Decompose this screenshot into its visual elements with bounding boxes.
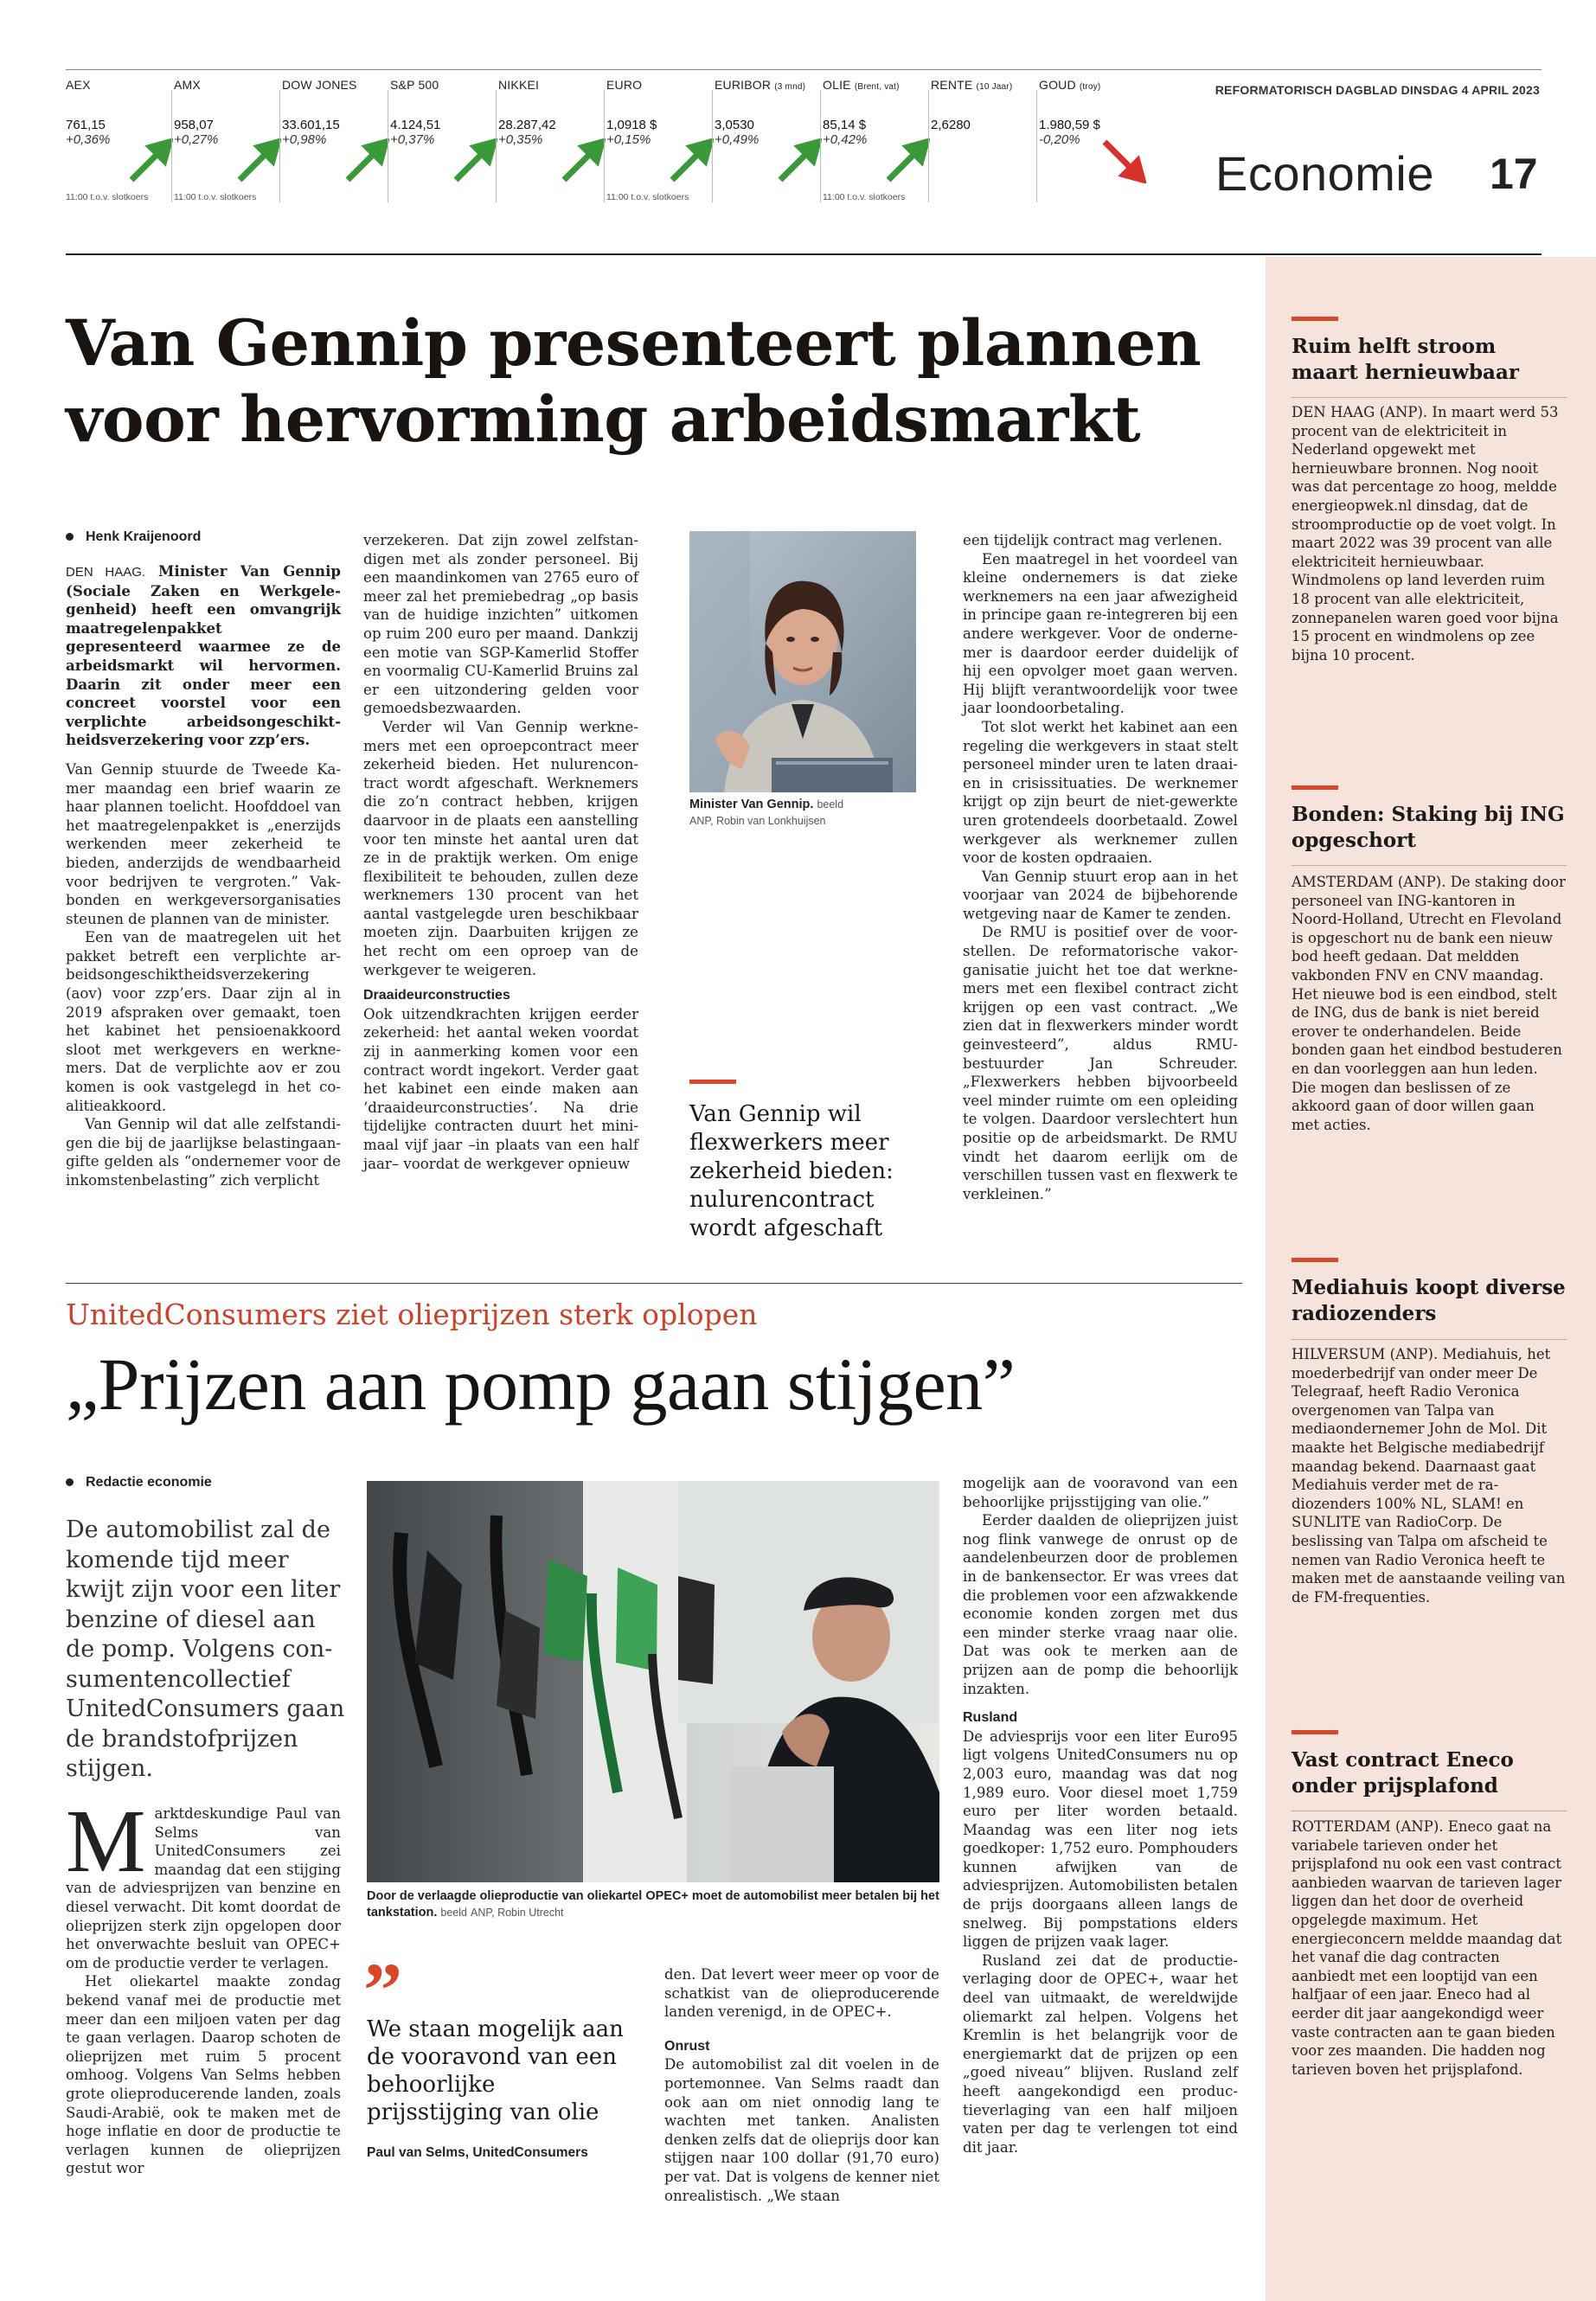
arrow-up-icon: [344, 138, 389, 183]
caption-text: Minister Van Gennip.: [689, 798, 814, 811]
brief-4-text: ROTTERDAM (ANP). Eneco gaat na variabele tarieven onder het prijsplafond nu ook een vast contract aanbieden waarvan de tarieven lager liggen dan het door de overheid opgelegde maximum. Het energieconcern meldde maandag dat het vanaf die dag contracten aanbiedt met een looptijd van een halfjaar of een jaar. Eneco had al eerder dit jaar aangekondigd weer vaste contracten aan te gaan bieden voor zes maanden. Die hadden nog tarieven boven het prijsplafond.: [1292, 1818, 1562, 2078]
caption-credit: ANP, Robin van Lonkhuijsen: [689, 815, 826, 827]
ticker-item: [174, 78, 279, 208]
ticker-separator: [496, 90, 497, 202]
article2-intro: De automobilist zal de komende tijd meer kwijt zijn voor een liter benzine of diesel aan de pomp. Volgens consumentencollectief UnitedConsumers gaan de brandstofprijzen stijgen.: [66, 1516, 345, 1782]
paragraph: Tot slot werkt het kabinet aan een regeling die werkgevers in staat stelt personeel minder uren te laten draaien in crisissituaties. De werknemer krijgt op zijn beurt de niet-gewerkte uren grotendeels doorbetaald. Zowel werkgever als werknemer zullen voor de kosten opdraaien.: [963, 718, 1238, 867]
arrow-down-icon: [1101, 138, 1146, 183]
ticker-change: -0,20%: [1039, 132, 1080, 147]
article1-col2: [363, 531, 638, 1173]
ticker-separator: [1036, 90, 1037, 202]
ticker-value: 33.601,15: [282, 118, 340, 132]
masthead-dateline: REFORMATORISCH DAGBLAD DINSDAG 4 APRIL 2023: [1215, 83, 1540, 97]
brief-1-title: Ruim helft stroom maart hernieuwbaar: [1292, 335, 1519, 384]
paragraph: arktdeskundige Paul van Selms van UnitedConsumers zei maandag dat een stijging van de adviesprijzen van benzine en diesel verwacht. Dit komt doordat de olieprijzen sterk zijn opgelopen door het onverwachte besluit van OPEC+ om de productie verder te verlagen.: [66, 1805, 341, 1971]
paragraph: Van Gennip stuurde de Tweede Kamer maandag een brief waarin ze haar plannen toelicht. Hoofddoel van het maatregelenpakket is „enerzijds werkenden meer zekerheid te bieden, anderzijds de wendbaarheid voor bedrijven te vergroten.” Vakbonden en werkgeversorganisaties steunen de plannen van de minister.: [66, 760, 341, 927]
ticker-change: +0,36%: [66, 132, 111, 147]
paragraph: Een van de maatregelen uit het pakket betreft een verplichte arbeidsongeschiktheidsverzekering (aov) voor zzp’ers. Daar zijn al in 2019 afspraken over gemaakt, toen het kabinet het pensioenakkoord sloot met werkgevers en werknemers. Dat de verplichte aov er zou komen is ook vastgelegd in het coalitieakkoord.: [66, 929, 341, 1114]
ticker-name: AEX: [66, 78, 91, 92]
portrait-illustration: [689, 531, 916, 792]
ticker-change: +0,37%: [390, 132, 435, 147]
paragraph: een tijdelijk contract mag verlenen.: [963, 532, 1223, 548]
brief-divider: [1292, 865, 1567, 866]
ticker-change: +0,35%: [498, 132, 543, 147]
ticker-change: +0,49%: [715, 132, 760, 147]
ticker-change: +0,27%: [174, 132, 219, 147]
brief-2-title: Bonden: Staking bij ING opgeschort: [1292, 803, 1565, 852]
arrow-up-icon: [777, 138, 822, 183]
brief-3-title: Mediahuis koopt diverse radiozenders: [1292, 1276, 1566, 1325]
ticker-name: RENTE (10 Jaar): [931, 78, 1013, 92]
ticker-value: 4.124,51: [390, 118, 441, 132]
ticker-item: [498, 78, 604, 208]
ticker-name: S&P 500: [390, 78, 439, 92]
ticker-item: [66, 78, 171, 208]
paragraph: verzekeren. Dat zijn zowel zelfstandigen met als zonder personeel. Bij een maandinkomen van 2765 euro of meer zal het premiebedrag „op basis van de huidige inzichten” uitkomen op ruim 200 euro per maand. Dankzij een motie van SGP-Kamerlid Stoffer en voormalig CU-Kamerlid Bruins zal er een uitzondering gelden voor gemoedsbezwaarden.: [363, 532, 638, 717]
ticker-value: 1.980,59 $: [1039, 118, 1100, 132]
ticker-note: 11:00 t.o.v. slotkoers: [66, 192, 149, 202]
ticker-name: EURIBOR (3 mnd): [715, 78, 806, 92]
subheading: Draaideurconstructies: [363, 988, 510, 1003]
ticker-item: [390, 78, 496, 208]
ticker-value: 2,6280: [931, 118, 971, 132]
paragraph: mogelijk aan de vooravond van een behoorlijke prijsstijging van olie.”: [963, 1475, 1238, 1510]
fuel-station-illustration: [367, 1481, 939, 1882]
article1-byline: Henk Kraijenoord: [66, 529, 201, 545]
article-divider: [66, 1283, 1242, 1284]
article1-headline: [66, 305, 1201, 458]
article2-photo-caption: [367, 1888, 939, 1921]
ticker-name: OLIE (Brent, vat): [823, 78, 900, 92]
ticker-item: [931, 78, 1036, 208]
paragraph: Een maatregel in het voordeel van kleine ondernemers is dat zieke werknemers na een jaar afwezigheid in principe gaan re-integreren bij een andere werkgever. Voor de ondernemer is daardoor eerder duidelijk of hij een opvolger moet gaan werven. Hij blijft verantwoordelijk voor twee jaar loondoorbetaling.: [963, 550, 1238, 717]
ticker-note: 11:00 t.o.v. slotkoers: [606, 192, 689, 202]
ticker-separator: [820, 90, 821, 202]
paragraph: Eerder daalden de olieprijzen juist nog flink vanwege de onrust op de aandelenbeurzen door de problemen in de bankensector. Er was vrees dat die problemen voor een afzwakkende economie konden zorgen met dus een minder sterke vraag naar olie. Dat was ook te merken aan de prijzen aan de pomp die behoorlijk inzakten.: [963, 1512, 1238, 1697]
photo-minister-van-gennip: [689, 531, 916, 792]
arrow-up-icon: [885, 138, 930, 183]
article2-headline: „Prijzen aan pomp gaan stijgen”: [66, 1343, 1016, 1426]
paragraph: Verder wil Van Gennip werknemers met een oproepcontract meer zekerheid bieden. Het nulurencontract wordt afgeschaft. Werknemers die zo’n contract hebben, krijgen daarvoor in de plaats een aanstelling voor ten minste het aantal uren dat ze in de praktijk werken. Om enige flexibiliteit te behouden, zullen deze werknemers 130 procent van het aantal vastgelegde uren beschikbaar moeten zijn. Daarbuiten krijgen ze het recht om een oproep van de werkgever te weigeren.: [363, 718, 638, 978]
ticker-item: [606, 78, 712, 208]
subheading: Onrust: [664, 2038, 710, 2054]
brief-accent-bar: [1292, 317, 1338, 321]
ticker-separator: [171, 90, 172, 202]
article1-col1: [66, 562, 341, 1190]
brief-accent-bar: [1292, 1730, 1338, 1734]
top-rule: [66, 69, 1542, 70]
article2-pull-quote: We staan mogelijk aan de vooravond van een behoorlijke prijsstijging van olie: [367, 2016, 624, 2125]
ticker-item: [715, 78, 820, 208]
ticker-note: 11:00 t.o.v. slotkoers: [174, 192, 257, 202]
paragraph: Het oliekartel maakte zondag bekend vanaf mei de productie met meer dan een miljoen vaten per dag te gaan verlagen. Daarop schoten de olieprijzen met ruim 5 procent omhoog. Volgens Van Selms hebben grote olieproducerende landen, zoals Saudi-Arabië, ook te maken met de hoge inflatie en door de productie te verlagen kunnen de olieprijzen gestut wor: [66, 1973, 341, 2177]
pull-quote-source: Paul van Selms, UnitedConsumers: [367, 2145, 588, 2160]
paragraph: De RMU is positief over de voorstellen. De reformatorische vakorganisatie juicht het toe dat werknemers met een flexibel contract zicht krijgen op een vast contract. „We zien dat in flexwerkers minder wordt geinvesteerd”, aldus RMU-bestuurder Jan Schreuder. „Flexwerkers hebben bijvoorbeeld veel minder ruimte om een opleiding te volgen. Daardoor verslechtert hun positie op de arbeidsmarkt. De RMU vindt het daarom eerlijk om de verschillen tussen vast en flexwerk te verkleinen.”: [963, 924, 1238, 1202]
paragraph: Rusland zei dat de productieverlaging door de OPEC+, waar het deel van uitmaakt, de wereldwijde oliemarkt zal helpen. Volgens het Kremlin is het belangrijk voor de energiemarkt dat de prijzen op een „goed niveau” blijven. Rusland zelf heeft aangekondigd een productieverlaging van een half miljoen vaten per dag te verlengen tot eind dit jaar.: [963, 1952, 1238, 2156]
ticker-value: 3,0530: [715, 118, 754, 132]
caption-credit: ANP, Robin Utrecht: [471, 1907, 564, 1919]
ticker-separator: [928, 90, 929, 202]
dropcap: M: [66, 1791, 146, 1891]
headline-line-1: Van Gennip presenteert plannen: [66, 306, 1202, 381]
ticker-change: +0,15%: [606, 132, 651, 147]
ticker-separator: [279, 90, 280, 202]
article2-col4: [963, 1474, 1238, 2157]
article1-lead: Minister Van Gennip (Sociale Zaken en Werkgelegenheid) heeft een omvangrijk maatregelenpakket gepresenteerd waarmee ze de arbeidsmarkt wil hervormen. Daarin zit onder meer een concreet voorstel voor een verplichte arbeidsongeschiktheidsverzekering voor zzp’ers.: [66, 562, 341, 749]
ticker-name: GOUD (troy): [1039, 78, 1101, 92]
ticker-separator: [712, 90, 713, 202]
caption-credit-label: beeld: [440, 1907, 467, 1919]
ticker-value: 761,15: [66, 118, 106, 132]
arrow-up-icon: [236, 138, 281, 183]
paragraph: De automobilist zal dit voelen in de portemonnee. Van Selms raadt dan ook aan om niet onnodig lang te wachten met tanken. Analisten denken zelfs dat de olieprijs door kan stijgen naar 100 dollar (91,70 euro) per vat. Dat is volgens de kenner niet onrealistisch. „We staan: [664, 2056, 939, 2204]
ticker-item: [1039, 78, 1144, 208]
caption-text: Door de verlaagde olieproductie van oliekartel OPEC+ moet de automobilist meer betalen bij het tankstation.: [367, 1889, 939, 1920]
brief-3-text: HILVERSUM (ANP). Mediahuis, het moederbedrijf van onder meer De Telegraaf, heeft Radio Veronica overgenomen van Talpa van mediaondernemer John de Mol. Dit maakte het Belgische mediabedrijf maandag bekend. Daarnaast gaat Mediahuis verder met de radiozenders 100% NL, SLAM! en SUNLITE van RadioCorp. De beslissing van Talpa om afscheid te nemen van Radio Veronica heeft te maken met de aanstaande veiling van de FM-frequenties.: [1292, 1346, 1566, 1606]
headline-line-2: voor hervorming arbeidsmarkt: [66, 382, 1141, 457]
header-rule: [66, 253, 1542, 255]
paragraph: Van Gennip stuurt erop aan in het voorjaar van 2024 de bijbehorende wetgeving naar de Kamer te zenden.: [963, 868, 1238, 922]
ticker-value: 28.287,42: [498, 118, 556, 132]
article2-col3: [664, 1965, 939, 2205]
caption-credit-label: beeld: [817, 798, 844, 811]
brief-2-text: AMSTERDAM (ANP). De staking door personeel van ING-kantoren in Noord-Holland, Utrecht en Flevoland is opgeschort nu de bank een nieuw bod heeft gedaan. Dat meldden vakbonden FNV en CNV maandag. Het nieuwe bod is een eindbod, stelt de ING, dus de bank is niet bereid erover te onderhandelen. Beide bonden gaan het eindbod bestuderen en dan voorleggen aan hun leden. Die mogen dan beslissen of ze akkoord gaan of door willen gaan met acties.: [1292, 874, 1566, 1133]
brief-divider: [1292, 1339, 1567, 1340]
paragraph: Van Gennip wil dat alle zelfstandigen die bij de jaarlijkse belastingaangifte gelden als “ondernemer voor de inkomstenbelasting” zich verplicht: [66, 1116, 341, 1189]
section-title: Economie: [1215, 146, 1435, 201]
ticker-item: [282, 78, 388, 208]
article2-kicker: UnitedConsumers ziet olieprijzen sterk oplopen: [66, 1298, 758, 1331]
ticker-change: +0,42%: [823, 132, 868, 147]
ticker-item: [823, 78, 928, 208]
paragraph: Ook uitzendkrachten krijgen eerder zekerheid: het aantal weken voordat zij in aanmerking komen voor een contract wordt ingekort. Verder gaat het kabinet een einde maken aan ‘draaideurconstructies’. Na drie tijdelijke contracten duurt het minimaal vijf jaar –in plaats van een half jaar– voordat de werkgever opnieuw: [363, 1005, 638, 1172]
ticker-value: 85,14 $: [823, 118, 867, 132]
ticker-separator: [604, 90, 605, 202]
paragraph: De adviesprijs voor een liter Euro95 ligt volgens UnitedConsumers nu op 2,003 euro, maandag was dat nog 1,989 euro. Voor diesel moet 1,759 euro per liter worden betaald. Maandag was een liter nog iets goedkoper: 1,752 euro. Pomphouders kunnen afwijken van de adviesprijzen. Automobilisten betalen de prijs doorgaans alleen langs de snelweg. Bij pompstations elders liggen de prijzen vaak lager.: [963, 1727, 1238, 1951]
ticker-name: AMX: [174, 78, 201, 92]
article2-col1: [66, 1791, 341, 2178]
photo-fuel-pumps: [367, 1481, 939, 1882]
subheading: Rusland: [963, 1710, 1018, 1726]
ticker-change: +0,98%: [282, 132, 327, 147]
ticker-value: 1,0918 $: [606, 118, 657, 132]
brief-1-text: DEN HAAG (ANP). In maart werd 53 procent van de elektriciteit in Nederland opgewekt met hernieuwbare bronnen. Nog nooit was dat percentage zo hoog, meldde energieopwek.nl dinsdag, dat de stroomproductie op de voet volgt. In maart 2022 was 39 procent van alle elektriciteit hernieuwbaar. Windmolens op land leverden ruim 18 procent van alle elektriciteit, zonnepanelen waren goed voor bijna 15 procent en windmolens op zee bijna 10 procent.: [1292, 404, 1559, 663]
brief-accent-bar: [1292, 1258, 1338, 1262]
article1-pull-quote: Van Gennip wil flexwerkers meer zekerheid bieden: nulurencontract wordt afgeschaft: [689, 1101, 894, 1241]
quote-mark: ”: [363, 1948, 402, 2034]
article1-photo-caption: [689, 797, 932, 830]
brief-accent-bar: [1292, 785, 1338, 790]
article2-byline: Redactie economie: [66, 1475, 212, 1490]
brief-4-title: Vast contract Eneco onder prijsplafond: [1292, 1748, 1514, 1798]
arrow-up-icon: [669, 138, 714, 183]
brief-divider: [1292, 397, 1567, 398]
arrow-up-icon: [452, 138, 497, 183]
quote-accent-bar: [689, 1080, 736, 1084]
ticker-name: NIKKEI: [498, 78, 540, 92]
ticker-name: EURO: [606, 78, 643, 92]
arrow-up-icon: [128, 138, 173, 183]
arrow-up-icon: [561, 138, 606, 183]
article1-col4: [963, 531, 1238, 1203]
ticker-note: 11:00 t.o.v. slotkoers: [823, 192, 906, 202]
page-number: 17: [1490, 150, 1538, 198]
ticker-name: DOW JONES: [282, 78, 357, 92]
dateline: DEN HAAG.: [66, 565, 146, 580]
ticker-value: 958,07: [174, 118, 214, 132]
paragraph: den. Dat levert weer meer op voor de schatkist van de olieproducerende landen verenigd, in de OPEC+.: [664, 1966, 939, 2021]
